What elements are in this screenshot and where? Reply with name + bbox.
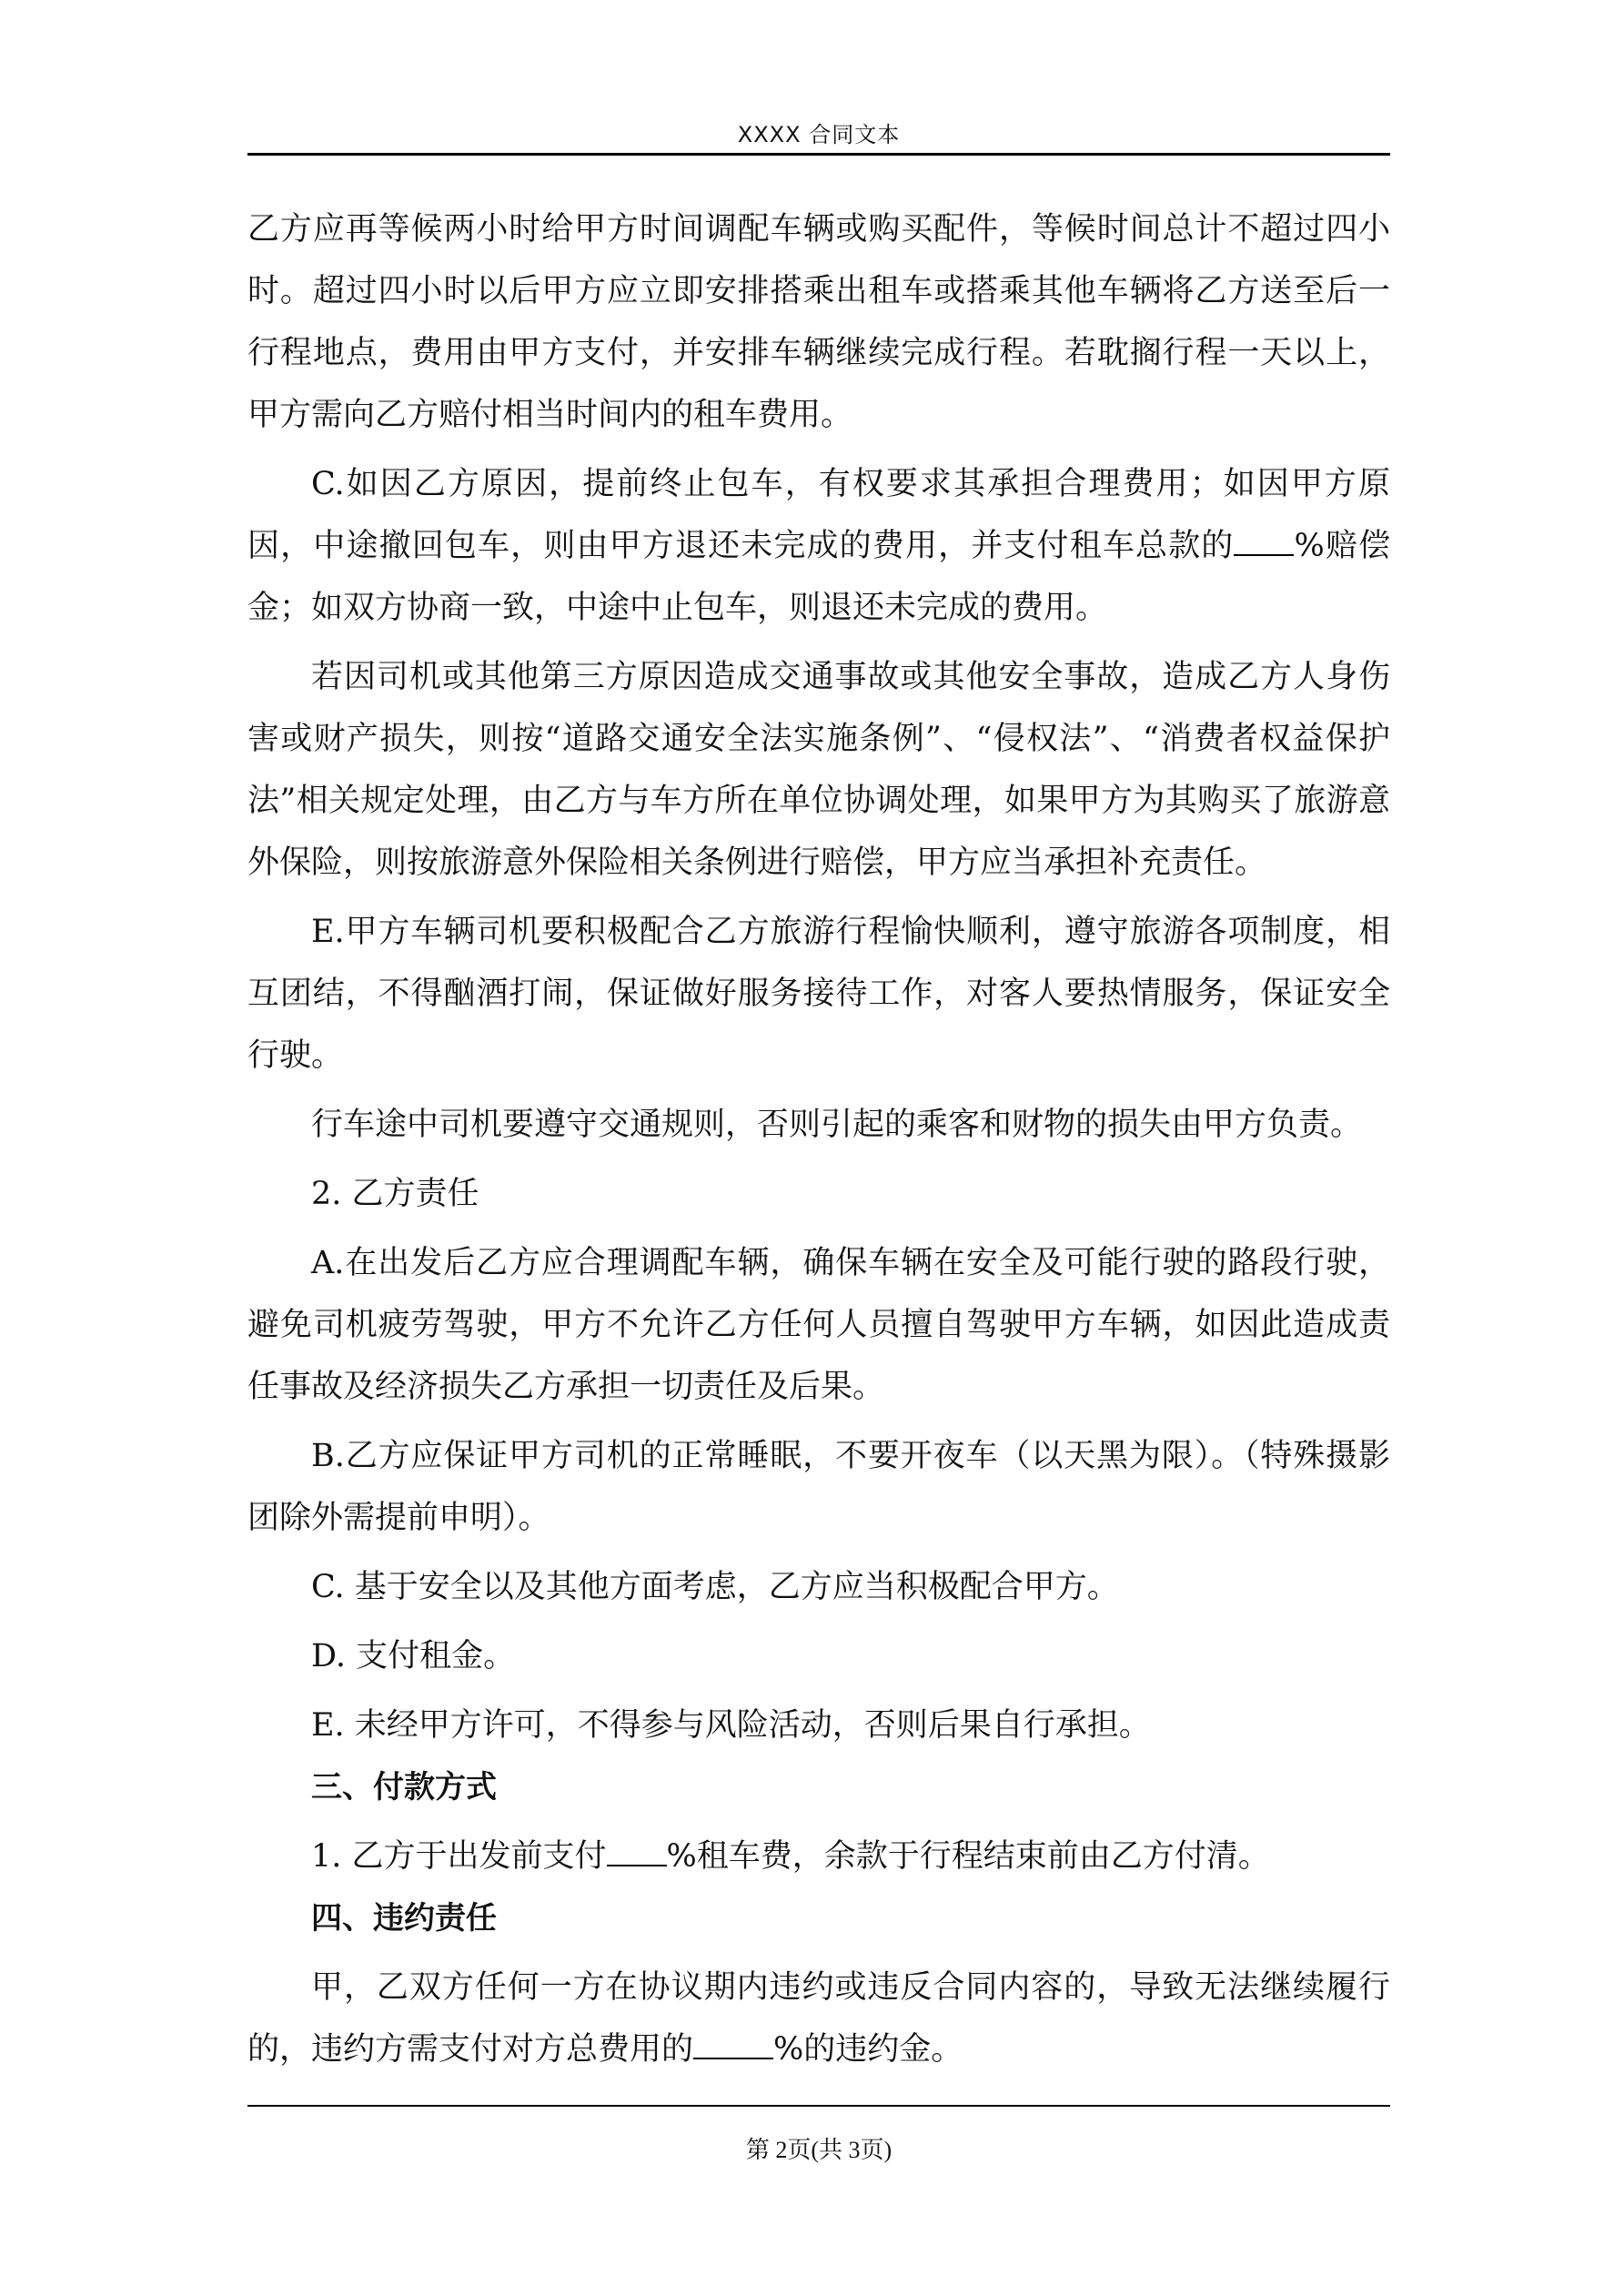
- heading-breach-liability: 四、违约责任: [311, 1900, 497, 1937]
- text-segment: C.如因乙方原因，提前终止包车，有权要求其承担合理费用；如因甲方原因，中途撤回包车，则由甲方退还未完成的费用，并支付租车总款的: [247, 466, 1390, 564]
- fill-in-blank: [607, 1834, 667, 1866]
- paragraph-accident-liability: 若因司机或其他第三方原因造成交通事故或其他安全事故，造成乙方人身伤害或财产损失，则按“道路交通安全法实施条例”、“侵权法”、“消费者权益保护法”相关规定处理，由乙方与车方所在单位协调处理，如果甲方为其购买了旅游意外保险，则按旅游意外保险相关条例进行赔偿，甲方应当承担补充责任。: [247, 659, 1390, 881]
- fill-in-blank: [693, 2027, 773, 2059]
- paragraph-penalty: [247, 1957, 1390, 2080]
- paragraph-safety-cooperation: C. 基于安全以及其他方面考虑，乙方应当积极配合甲方。: [311, 1569, 1119, 1605]
- text-segment: %赔偿金；如双方协商一致，中途中止包车，则退还未完成的费用。: [247, 528, 1390, 626]
- text-segment: 1. 乙方于出发前支付: [311, 1838, 607, 1875]
- paragraph-driver-conduct: E.甲方车辆司机要积极配合乙方旅游行程愉快顺利，遵守旅游各项制度，相互团结，不得酗酒打闹，保证做好服务接待工作，对客人要热情服务，保证安全行驶。: [247, 914, 1390, 1074]
- paragraph-traffic-rules: 行车途中司机要遵守交通规则，否则引起的乘客和财物的损失由甲方负责。: [311, 1107, 1363, 1143]
- text-segment: 甲，乙双方任何一方在协议期内违约或违反合同内容的，导致无法继续履行的，违约方需支付对方总费用的: [247, 1969, 1390, 2068]
- heading-payment-method: 三、付款方式: [311, 1769, 497, 1805]
- paragraph-vehicle-dispatch: A.在出发后乙方应合理调配车辆，确保车辆在安全及可能行驶的路段行驶，避免司机疲劳驾驶，甲方不允许乙方任何人员擅自驾驶甲方车辆，如因此造成责任事故及经济损失乙方承担一切责任及后果。: [247, 1245, 1390, 1405]
- paragraph-risk-activities: E. 未经甲方许可，不得参与风险活动，否则后果自行承担。: [311, 1707, 1151, 1744]
- text-segment: %的违约金。: [773, 2031, 963, 2068]
- footer-divider: [247, 2105, 1390, 2107]
- paragraph-pay-rent: D. 支付租金。: [311, 1638, 516, 1674]
- text-segment: %租车费，余款于行程结束前由乙方付清。: [666, 1838, 1270, 1875]
- paragraph-waiting-time: 乙方应再等候两小时给甲方时间调配车辆或购买配件，等候时间总计不超过四小时。超过四小时以后甲方应立即安排搭乘出租车或搭乘其他车辆将乙方送至后一行程地点，费用由甲方支付，并安排车辆继续完成行程。若耽搁行程一天以上，甲方需向乙方赔付相当时间内的租车费用。: [247, 211, 1390, 433]
- page-header-title: XXXX 合同文本: [737, 122, 901, 147]
- section-party-b-responsibility: 2. 乙方责任: [311, 1176, 479, 1212]
- header-divider: [247, 153, 1390, 156]
- document-body: [247, 198, 1390, 2080]
- fill-in-blank: [1234, 523, 1294, 556]
- paragraph-early-termination: [247, 453, 1390, 639]
- paragraph-payment-terms: [247, 1826, 1390, 1887]
- paragraph-driver-rest: B.乙方应保证甲方司机的正常睡眠，不要开夜车（以天黑为限）。（特殊摄影团除外需提前申明）。: [247, 1438, 1390, 1536]
- page-number: 第 2页(共 3页): [745, 2137, 893, 2163]
